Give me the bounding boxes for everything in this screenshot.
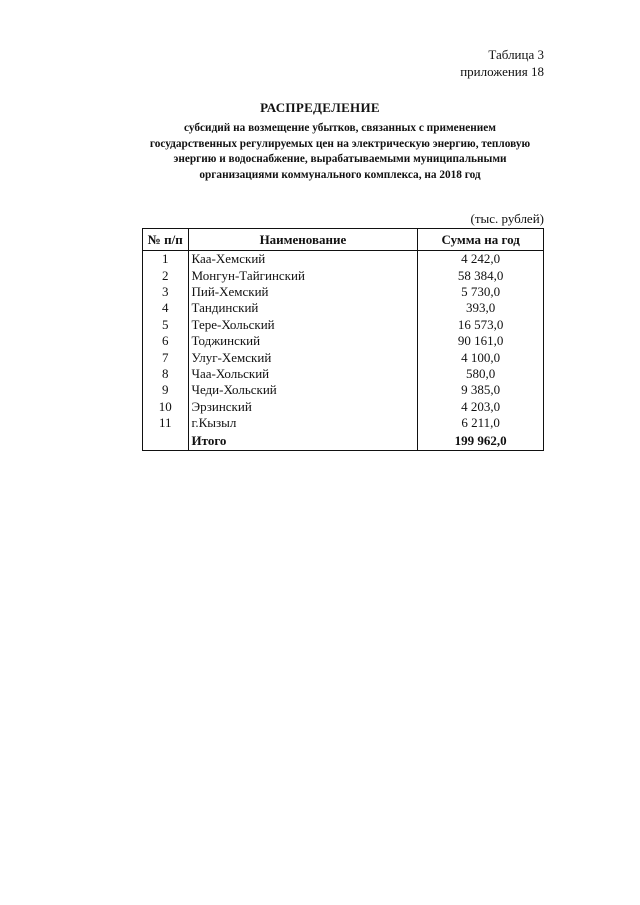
row-number: 7 [143, 349, 189, 365]
column-header-sum: Сумма на год [418, 229, 544, 251]
table-row [143, 317, 544, 333]
document-title: РАСПРЕДЕЛЕНИЕ [260, 100, 380, 115]
table-row [143, 399, 544, 415]
column-header-number: № п/п [143, 229, 189, 251]
row-sum: 58 384,0 [418, 267, 544, 283]
table-header-row [143, 229, 544, 251]
row-number: 8 [143, 366, 189, 382]
row-name: Чаа-Хольский [188, 366, 418, 382]
row-sum: 4 242,0 [418, 251, 544, 268]
row-number: 10 [143, 399, 189, 415]
row-name: Тере-Хольский [188, 317, 418, 333]
row-name: Чеди-Хольский [188, 382, 418, 398]
table-row [143, 251, 544, 268]
distribution-table [142, 228, 544, 451]
row-number: 9 [143, 382, 189, 398]
total-number-cell [143, 431, 189, 451]
table-row [143, 415, 544, 431]
table-number-label: Таблица 3 [488, 47, 544, 62]
row-number: 4 [143, 300, 189, 316]
row-name: Пий-Хемский [188, 284, 418, 300]
row-name: г.Кызыл [188, 415, 418, 431]
row-number: 2 [143, 267, 189, 283]
total-label: Итого [188, 431, 418, 451]
row-sum: 9 385,0 [418, 382, 544, 398]
column-header-name: Наименование [188, 229, 418, 251]
document-header [460, 46, 544, 80]
row-number: 3 [143, 284, 189, 300]
table-row [143, 366, 544, 382]
appendix-label: приложения 18 [460, 64, 544, 79]
total-sum: 199 962,0 [418, 431, 544, 451]
row-name: Тандинский [188, 300, 418, 316]
row-number: 1 [143, 251, 189, 268]
row-name: Монгун-Тайгинский [188, 267, 418, 283]
row-name: Эрзинский [188, 399, 418, 415]
row-sum: 90 161,0 [418, 333, 544, 349]
total-row [143, 431, 544, 451]
row-name: Улуг-Хемский [188, 349, 418, 365]
table-row [143, 300, 544, 316]
document-subtitle: субсидий на возмещение убытков, связанных с применением государственных регулируемых цен на электрическую энергию, тепловую энергию и водоснабжение, вырабатываемыми муниципальными организациями коммунального комплекса, на 2018 год [149, 122, 531, 181]
table-row [143, 267, 544, 283]
units-label: (тыс. рублей) [470, 211, 544, 226]
row-sum: 16 573,0 [418, 317, 544, 333]
row-sum: 4 100,0 [418, 349, 544, 365]
row-number: 6 [143, 333, 189, 349]
row-sum: 393,0 [418, 300, 544, 316]
row-sum: 4 203,0 [418, 399, 544, 415]
row-name: Каа-Хемский [188, 251, 418, 268]
table-row [143, 333, 544, 349]
row-sum: 5 730,0 [418, 284, 544, 300]
row-sum: 580,0 [418, 366, 544, 382]
row-name: Тоджинский [188, 333, 418, 349]
table-row [143, 349, 544, 365]
table-row [143, 284, 544, 300]
row-sum: 6 211,0 [418, 415, 544, 431]
table-row [143, 382, 544, 398]
row-number: 5 [143, 317, 189, 333]
row-number: 11 [143, 415, 189, 431]
